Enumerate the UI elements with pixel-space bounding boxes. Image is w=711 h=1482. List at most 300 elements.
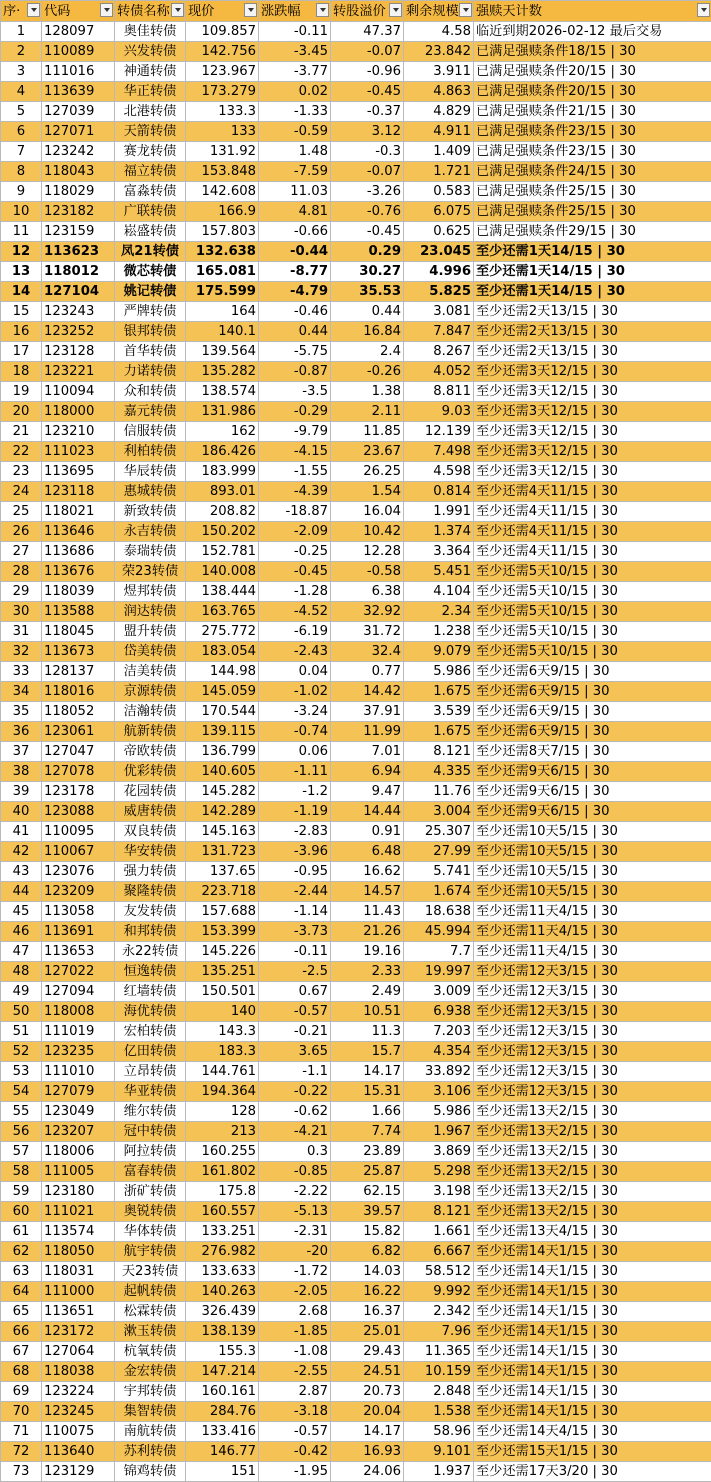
row-index[interactable]: 14 — [1, 282, 42, 302]
row-premium[interactable]: 2.11 — [331, 402, 404, 422]
header-price[interactable] — [186, 1, 259, 22]
row-premium[interactable]: 16.84 — [331, 322, 404, 342]
row-price[interactable]: 144.761 — [186, 1062, 259, 1082]
row-size[interactable]: 1.721 — [404, 162, 474, 182]
row-premium[interactable]: 32.92 — [331, 602, 404, 622]
row-index[interactable]: 37 — [1, 742, 42, 762]
row-change[interactable]: -3.77 — [259, 62, 331, 82]
row-premium[interactable]: 16.04 — [331, 502, 404, 522]
row-price[interactable]: 155.3 — [186, 1342, 259, 1362]
row-premium[interactable]: -0.76 — [331, 202, 404, 222]
row-index[interactable]: 56 — [1, 1122, 42, 1142]
row-code[interactable]: 123182 — [42, 202, 115, 222]
row-code[interactable]: 113686 — [42, 542, 115, 562]
row-change[interactable]: -2.83 — [259, 822, 331, 842]
row-change[interactable]: -1.85 — [259, 1322, 331, 1342]
row-premium[interactable]: -0.45 — [331, 82, 404, 102]
row-price[interactable]: 150.501 — [186, 982, 259, 1002]
row-status[interactable]: 至少还需1天14/15 | 30 — [474, 282, 711, 302]
row-premium[interactable]: 31.72 — [331, 622, 404, 642]
row-index[interactable]: 17 — [1, 342, 42, 362]
row-index[interactable]: 48 — [1, 962, 42, 982]
row-size[interactable]: 23.842 — [404, 42, 474, 62]
row-code[interactable]: 123172 — [42, 1322, 115, 1342]
row-size[interactable]: 2.342 — [404, 1302, 474, 1322]
row-code[interactable]: 127094 — [42, 982, 115, 1002]
row-size[interactable]: 12.139 — [404, 422, 474, 442]
row-status[interactable]: 至少还需14天1/15 | 30 — [474, 1302, 711, 1322]
row-size[interactable]: 0.583 — [404, 182, 474, 202]
row-price[interactable]: 194.364 — [186, 1082, 259, 1102]
row-index[interactable]: 44 — [1, 882, 42, 902]
row-price[interactable]: 138.444 — [186, 582, 259, 602]
row-index[interactable]: 70 — [1, 1402, 42, 1422]
row-status[interactable]: 已满足强赎条件29/15 | 30 — [474, 222, 711, 242]
row-size[interactable]: 10.159 — [404, 1362, 474, 1382]
row-change[interactable]: -18.87 — [259, 502, 331, 522]
row-size[interactable]: 11.365 — [404, 1342, 474, 1362]
row-status[interactable]: 至少还需12天3/15 | 30 — [474, 962, 711, 982]
row-status[interactable]: 至少还需13天4/15 | 30 — [474, 1222, 711, 1242]
row-price[interactable]: 142.289 — [186, 802, 259, 822]
row-change[interactable]: -9.79 — [259, 422, 331, 442]
row-code[interactable]: 127022 — [42, 962, 115, 982]
row-status[interactable]: 已满足强赎条件25/15 | 30 — [474, 182, 711, 202]
row-index[interactable]: 50 — [1, 1002, 42, 1022]
row-premium[interactable]: 14.03 — [331, 1262, 404, 1282]
row-price[interactable]: 175.599 — [186, 282, 259, 302]
row-change[interactable]: -2.44 — [259, 882, 331, 902]
row-price[interactable]: 137.65 — [186, 862, 259, 882]
row-price[interactable]: 275.772 — [186, 622, 259, 642]
row-price[interactable]: 142.608 — [186, 182, 259, 202]
row-price[interactable]: 183.3 — [186, 1042, 259, 1062]
row-index[interactable]: 30 — [1, 602, 42, 622]
row-bond-name[interactable]: 姚记转债 — [115, 282, 186, 302]
row-bond-name[interactable]: 华辰转债 — [115, 462, 186, 482]
row-index[interactable]: 15 — [1, 302, 42, 322]
row-change[interactable]: -4.15 — [259, 442, 331, 462]
row-price[interactable]: 173.279 — [186, 82, 259, 102]
row-index[interactable]: 42 — [1, 842, 42, 862]
row-bond-name[interactable]: 威唐转债 — [115, 802, 186, 822]
row-price[interactable]: 131.92 — [186, 142, 259, 162]
row-code[interactable]: 123061 — [42, 722, 115, 742]
row-premium[interactable]: 47.37 — [331, 22, 404, 42]
row-bond-name[interactable]: 南航转债 — [115, 1422, 186, 1442]
filter-dropdown-icon[interactable] — [697, 3, 710, 17]
row-status[interactable]: 至少还需10天5/15 | 30 — [474, 862, 711, 882]
row-code[interactable]: 123178 — [42, 782, 115, 802]
row-price[interactable]: 139.564 — [186, 342, 259, 362]
row-premium[interactable]: 6.94 — [331, 762, 404, 782]
row-change[interactable]: -3.73 — [259, 922, 331, 942]
row-change[interactable]: -1.14 — [259, 902, 331, 922]
row-price[interactable]: 139.115 — [186, 722, 259, 742]
row-change[interactable]: -1.19 — [259, 802, 331, 822]
row-change[interactable]: 0.04 — [259, 662, 331, 682]
row-code[interactable]: 123129 — [42, 1462, 115, 1482]
row-size[interactable]: 7.847 — [404, 322, 474, 342]
row-index[interactable]: 35 — [1, 702, 42, 722]
row-price[interactable]: 140.263 — [186, 1282, 259, 1302]
row-code[interactable]: 123128 — [42, 342, 115, 362]
row-status[interactable]: 至少还需14天1/15 | 30 — [474, 1322, 711, 1342]
row-size[interactable]: 1.937 — [404, 1462, 474, 1482]
row-index[interactable]: 6 — [1, 122, 42, 142]
row-status[interactable]: 至少还需1天14/15 | 30 — [474, 262, 711, 282]
row-index[interactable]: 21 — [1, 422, 42, 442]
row-premium[interactable]: 16.93 — [331, 1442, 404, 1462]
row-index[interactable]: 54 — [1, 1082, 42, 1102]
row-bond-name[interactable]: 泰瑞转债 — [115, 542, 186, 562]
row-premium[interactable]: -0.45 — [331, 222, 404, 242]
row-code[interactable]: 123221 — [42, 362, 115, 382]
row-index[interactable]: 22 — [1, 442, 42, 462]
row-premium[interactable]: 14.42 — [331, 682, 404, 702]
row-size[interactable]: 3.911 — [404, 62, 474, 82]
row-bond-name[interactable]: 天23转债 — [115, 1262, 186, 1282]
row-code[interactable]: 111019 — [42, 1022, 115, 1042]
row-size[interactable]: 1.238 — [404, 622, 474, 642]
row-index[interactable]: 16 — [1, 322, 42, 342]
row-premium[interactable]: 32.4 — [331, 642, 404, 662]
row-index[interactable]: 19 — [1, 382, 42, 402]
row-size[interactable]: 9.101 — [404, 1442, 474, 1462]
row-change[interactable]: 1.48 — [259, 142, 331, 162]
row-price[interactable]: 166.9 — [186, 202, 259, 222]
row-bond-name[interactable]: 优彩转债 — [115, 762, 186, 782]
row-price[interactable]: 160.255 — [186, 1142, 259, 1162]
row-premium[interactable]: 2.4 — [331, 342, 404, 362]
row-premium[interactable]: 29.43 — [331, 1342, 404, 1362]
row-status[interactable]: 至少还需6天9/15 | 30 — [474, 702, 711, 722]
row-size[interactable]: 18.638 — [404, 902, 474, 922]
row-status[interactable]: 至少还需9天6/15 | 30 — [474, 782, 711, 802]
row-size[interactable]: 8.811 — [404, 382, 474, 402]
row-size[interactable]: 9.03 — [404, 402, 474, 422]
row-price[interactable]: 147.214 — [186, 1362, 259, 1382]
row-premium[interactable]: 20.04 — [331, 1402, 404, 1422]
row-bond-name[interactable]: 微芯转债 — [115, 262, 186, 282]
row-price[interactable]: 160.161 — [186, 1382, 259, 1402]
row-size[interactable]: 5.298 — [404, 1162, 474, 1182]
row-size[interactable]: 4.354 — [404, 1042, 474, 1062]
row-premium[interactable]: 30.27 — [331, 262, 404, 282]
row-change[interactable]: -0.21 — [259, 1022, 331, 1042]
row-change[interactable]: -0.25 — [259, 542, 331, 562]
row-code[interactable]: 118050 — [42, 1242, 115, 1262]
row-index[interactable]: 4 — [1, 82, 42, 102]
row-status[interactable]: 至少还需2天13/15 | 30 — [474, 302, 711, 322]
row-index[interactable]: 39 — [1, 782, 42, 802]
row-code[interactable]: 123159 — [42, 222, 115, 242]
row-change[interactable]: -8.77 — [259, 262, 331, 282]
row-premium[interactable]: 16.22 — [331, 1282, 404, 1302]
row-code[interactable]: 128097 — [42, 22, 115, 42]
row-status[interactable]: 至少还需12天3/15 | 30 — [474, 1022, 711, 1042]
row-premium[interactable]: 24.06 — [331, 1462, 404, 1482]
row-bond-name[interactable]: 锦鸡转债 — [115, 1462, 186, 1482]
row-code[interactable]: 118000 — [42, 402, 115, 422]
row-code[interactable]: 123224 — [42, 1382, 115, 1402]
row-premium[interactable]: 6.48 — [331, 842, 404, 862]
row-bond-name[interactable]: 聚隆转债 — [115, 882, 186, 902]
row-index[interactable]: 69 — [1, 1382, 42, 1402]
row-bond-name[interactable]: 盟升转债 — [115, 622, 186, 642]
row-status[interactable]: 至少还需14天1/15 | 30 — [474, 1382, 711, 1402]
row-bond-name[interactable]: 信服转债 — [115, 422, 186, 442]
row-premium[interactable]: 20.73 — [331, 1382, 404, 1402]
row-premium[interactable]: 11.85 — [331, 422, 404, 442]
row-size[interactable]: 4.598 — [404, 462, 474, 482]
row-status[interactable]: 至少还需5天10/15 | 30 — [474, 642, 711, 662]
row-status[interactable]: 至少还需2天13/15 | 30 — [474, 322, 711, 342]
row-change[interactable]: -0.62 — [259, 1102, 331, 1122]
row-premium[interactable]: 1.54 — [331, 482, 404, 502]
row-change[interactable]: -4.21 — [259, 1122, 331, 1142]
row-status[interactable]: 至少还需17天3/20 | 30 — [474, 1462, 711, 1482]
row-bond-name[interactable]: 赛龙转债 — [115, 142, 186, 162]
row-change[interactable]: -1.02 — [259, 682, 331, 702]
row-code[interactable]: 111023 — [42, 442, 115, 462]
row-size[interactable]: 5.825 — [404, 282, 474, 302]
row-code[interactable]: 123180 — [42, 1182, 115, 1202]
row-change[interactable]: -1.28 — [259, 582, 331, 602]
row-bond-name[interactable]: 奥锐转债 — [115, 1202, 186, 1222]
row-bond-name[interactable]: 和邦转债 — [115, 922, 186, 942]
row-status[interactable]: 至少还需5天10/15 | 30 — [474, 602, 711, 622]
row-price[interactable]: 133.633 — [186, 1262, 259, 1282]
row-change[interactable]: 0.06 — [259, 742, 331, 762]
row-index[interactable]: 43 — [1, 862, 42, 882]
row-bond-name[interactable]: 强力转债 — [115, 862, 186, 882]
row-change[interactable]: 3.65 — [259, 1042, 331, 1062]
row-index[interactable]: 31 — [1, 622, 42, 642]
row-status[interactable]: 至少还需13天2/15 | 30 — [474, 1202, 711, 1222]
row-price[interactable]: 138.139 — [186, 1322, 259, 1342]
row-price[interactable]: 151 — [186, 1462, 259, 1482]
row-price[interactable]: 157.803 — [186, 222, 259, 242]
row-index[interactable]: 49 — [1, 982, 42, 1002]
filter-dropdown-icon[interactable] — [244, 3, 257, 17]
row-bond-name[interactable]: 荣23转债 — [115, 562, 186, 582]
row-change[interactable]: -0.66 — [259, 222, 331, 242]
row-premium[interactable]: 15.82 — [331, 1222, 404, 1242]
row-index[interactable]: 57 — [1, 1142, 42, 1162]
row-code[interactable]: 123235 — [42, 1042, 115, 1062]
row-price[interactable]: 131.723 — [186, 842, 259, 862]
row-code[interactable]: 123209 — [42, 882, 115, 902]
row-bond-name[interactable]: 华体转债 — [115, 1222, 186, 1242]
row-size[interactable]: 1.967 — [404, 1122, 474, 1142]
row-change[interactable]: -6.19 — [259, 622, 331, 642]
row-premium[interactable]: 2.49 — [331, 982, 404, 1002]
row-size[interactable]: 4.335 — [404, 762, 474, 782]
row-status[interactable]: 已满足强赎条件21/15 | 30 — [474, 102, 711, 122]
row-price[interactable]: 163.765 — [186, 602, 259, 622]
row-status[interactable]: 至少还需3天12/15 | 30 — [474, 462, 711, 482]
row-code[interactable]: 123245 — [42, 1402, 115, 1422]
row-bond-name[interactable]: 恒逸转债 — [115, 962, 186, 982]
row-premium[interactable]: 9.47 — [331, 782, 404, 802]
row-price[interactable]: 140.008 — [186, 562, 259, 582]
row-change[interactable]: -0.46 — [259, 302, 331, 322]
row-status[interactable]: 至少还需1天14/15 | 30 — [474, 242, 711, 262]
row-status[interactable]: 已满足强赎条件24/15 | 30 — [474, 162, 711, 182]
row-index[interactable]: 60 — [1, 1202, 42, 1222]
row-code[interactable]: 123242 — [42, 142, 115, 162]
row-status[interactable]: 至少还需14天1/15 | 30 — [474, 1242, 711, 1262]
row-change[interactable]: -3.24 — [259, 702, 331, 722]
row-price[interactable]: 142.756 — [186, 42, 259, 62]
row-code[interactable]: 113695 — [42, 462, 115, 482]
row-change[interactable]: -0.44 — [259, 242, 331, 262]
row-size[interactable]: 3.869 — [404, 1142, 474, 1162]
row-bond-name[interactable]: 维尔转债 — [115, 1102, 186, 1122]
row-bond-name[interactable]: 华正转债 — [115, 82, 186, 102]
row-bond-name[interactable]: 严牌转债 — [115, 302, 186, 322]
row-price[interactable]: 133.416 — [186, 1422, 259, 1442]
row-price[interactable]: 133 — [186, 122, 259, 142]
row-status[interactable]: 已满足强赎条件23/15 | 30 — [474, 122, 711, 142]
row-premium[interactable]: 1.66 — [331, 1102, 404, 1122]
row-bond-name[interactable]: 集智转债 — [115, 1402, 186, 1422]
row-index[interactable]: 63 — [1, 1262, 42, 1282]
row-code[interactable]: 110094 — [42, 382, 115, 402]
row-bond-name[interactable]: 航新转债 — [115, 722, 186, 742]
row-size[interactable]: 3.198 — [404, 1182, 474, 1202]
row-index[interactable]: 26 — [1, 522, 42, 542]
row-index[interactable]: 66 — [1, 1322, 42, 1342]
header-premium[interactable] — [331, 1, 404, 22]
header-status[interactable] — [474, 1, 711, 22]
row-change[interactable]: -0.85 — [259, 1162, 331, 1182]
row-premium[interactable]: 0.44 — [331, 302, 404, 322]
row-status[interactable]: 至少还需12天3/15 | 30 — [474, 1082, 711, 1102]
row-price[interactable]: 157.688 — [186, 902, 259, 922]
row-size[interactable]: 4.052 — [404, 362, 474, 382]
row-bond-name[interactable]: 京源转债 — [115, 682, 186, 702]
row-index[interactable]: 59 — [1, 1182, 42, 1202]
row-code[interactable]: 113676 — [42, 562, 115, 582]
row-code[interactable]: 113574 — [42, 1222, 115, 1242]
row-status[interactable]: 至少还需11天4/15 | 30 — [474, 922, 711, 942]
row-code[interactable]: 111016 — [42, 62, 115, 82]
row-size[interactable]: 4.104 — [404, 582, 474, 602]
row-price[interactable]: 326.439 — [186, 1302, 259, 1322]
row-price[interactable]: 143.3 — [186, 1022, 259, 1042]
row-status[interactable]: 至少还需3天12/15 | 30 — [474, 422, 711, 442]
row-code[interactable]: 123252 — [42, 322, 115, 342]
row-code[interactable]: 111005 — [42, 1162, 115, 1182]
row-premium[interactable]: 1.38 — [331, 382, 404, 402]
row-status[interactable]: 至少还需13天2/15 | 30 — [474, 1102, 711, 1122]
row-status[interactable]: 至少还需11天4/15 | 30 — [474, 942, 711, 962]
row-price[interactable]: 208.82 — [186, 502, 259, 522]
row-change[interactable]: 0.44 — [259, 322, 331, 342]
row-premium[interactable]: 26.25 — [331, 462, 404, 482]
row-size[interactable]: 5.986 — [404, 662, 474, 682]
row-size[interactable]: 4.829 — [404, 102, 474, 122]
header-change[interactable] — [259, 1, 331, 22]
row-status[interactable]: 至少还需3天12/15 | 30 — [474, 442, 711, 462]
row-bond-name[interactable]: 崧盛转债 — [115, 222, 186, 242]
row-bond-name[interactable]: 洁瀚转债 — [115, 702, 186, 722]
row-code[interactable]: 127079 — [42, 1082, 115, 1102]
row-status[interactable]: 至少还需13天2/15 | 30 — [474, 1182, 711, 1202]
row-size[interactable]: 8.267 — [404, 342, 474, 362]
row-index[interactable]: 64 — [1, 1282, 42, 1302]
row-premium[interactable]: 37.91 — [331, 702, 404, 722]
row-status[interactable]: 至少还需3天12/15 | 30 — [474, 362, 711, 382]
row-premium[interactable]: 3.12 — [331, 122, 404, 142]
row-size[interactable]: 33.892 — [404, 1062, 474, 1082]
row-size[interactable]: 1.675 — [404, 722, 474, 742]
row-index[interactable]: 62 — [1, 1242, 42, 1262]
row-change[interactable]: -0.22 — [259, 1082, 331, 1102]
row-index[interactable]: 38 — [1, 762, 42, 782]
row-change[interactable]: -4.52 — [259, 602, 331, 622]
row-premium[interactable]: 6.82 — [331, 1242, 404, 1262]
row-index[interactable]: 13 — [1, 262, 42, 282]
row-change[interactable]: -1.1 — [259, 1062, 331, 1082]
row-code[interactable]: 113651 — [42, 1302, 115, 1322]
row-premium[interactable]: 62.15 — [331, 1182, 404, 1202]
row-size[interactable]: 1.991 — [404, 502, 474, 522]
row-status[interactable]: 至少还需4天11/15 | 30 — [474, 542, 711, 562]
row-change[interactable]: -2.5 — [259, 962, 331, 982]
row-index[interactable]: 10 — [1, 202, 42, 222]
header-name[interactable] — [115, 1, 186, 22]
row-status[interactable]: 至少还需14天1/15 | 30 — [474, 1262, 711, 1282]
row-index[interactable]: 41 — [1, 822, 42, 842]
row-bond-name[interactable]: 帝欧转债 — [115, 742, 186, 762]
row-price[interactable]: 153.848 — [186, 162, 259, 182]
row-change[interactable]: -0.57 — [259, 1002, 331, 1022]
row-size[interactable]: 5.741 — [404, 862, 474, 882]
row-size[interactable]: 5.451 — [404, 562, 474, 582]
row-change[interactable]: 0.02 — [259, 82, 331, 102]
row-index[interactable]: 68 — [1, 1362, 42, 1382]
row-status[interactable]: 至少还需13天2/15 | 30 — [474, 1162, 711, 1182]
row-bond-name[interactable]: 友发转债 — [115, 902, 186, 922]
row-bond-name[interactable]: 宇邦转债 — [115, 1382, 186, 1402]
row-bond-name[interactable]: 双良转债 — [115, 822, 186, 842]
row-bond-name[interactable]: 永22转债 — [115, 942, 186, 962]
row-premium[interactable]: -0.07 — [331, 42, 404, 62]
row-index[interactable]: 53 — [1, 1062, 42, 1082]
row-premium[interactable]: 39.57 — [331, 1202, 404, 1222]
row-change[interactable]: -2.05 — [259, 1282, 331, 1302]
row-size[interactable]: 23.045 — [404, 242, 474, 262]
row-price[interactable]: 183.999 — [186, 462, 259, 482]
row-premium[interactable]: 0.77 — [331, 662, 404, 682]
row-status[interactable]: 至少还需10天5/15 | 30 — [474, 882, 711, 902]
row-code[interactable]: 123207 — [42, 1122, 115, 1142]
row-bond-name[interactable]: 起帆转债 — [115, 1282, 186, 1302]
header-code[interactable] — [42, 1, 115, 22]
row-premium[interactable]: 0.91 — [331, 822, 404, 842]
row-status[interactable]: 至少还需6天9/15 | 30 — [474, 682, 711, 702]
row-status[interactable]: 至少还需6天9/15 | 30 — [474, 722, 711, 742]
row-bond-name[interactable]: 凤21转债 — [115, 242, 186, 262]
row-price[interactable]: 132.638 — [186, 242, 259, 262]
row-bond-name[interactable]: 神通转债 — [115, 62, 186, 82]
row-size[interactable]: 1.661 — [404, 1222, 474, 1242]
row-size[interactable]: 9.992 — [404, 1282, 474, 1302]
row-premium[interactable]: 23.67 — [331, 442, 404, 462]
